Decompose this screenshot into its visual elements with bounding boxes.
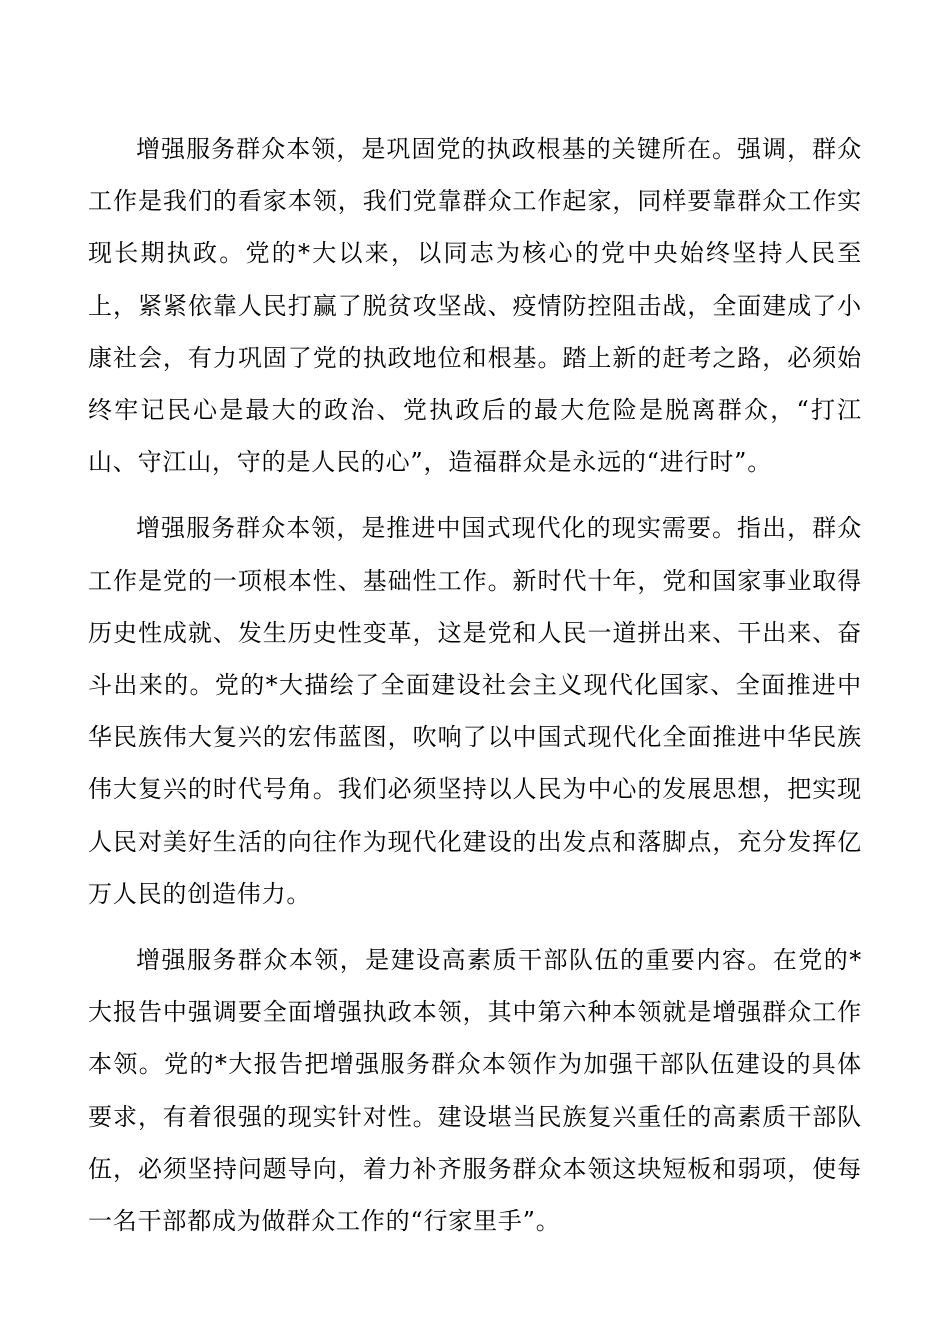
document-page (88, 123, 862, 1261)
paragraph-party-foundation: 增强服务群众本领，是巩固党的执政根基的关键所在。强调，群众工作是我们的看家本领，我们党靠群众工作起家，同样要靠群众工作实现长期执政。党的*大以来，以同志为核心的党中央始终坚持人民至上，紧紧依靠人民打赢了脱贫攻坚战、疫情防控阻击战，全面建成了小康社会，有力巩固了党的执政地位和根基。踏上新的赶考之路，必须始终牢记民心是最大的政治、党执政后的最大危险是脱离群众，“打江山、守江山，守的是人民的心”，造福群众是永远的“进行时”。 (88, 135, 862, 477)
paragraph-chinese-modernization: 增强服务群众本领，是推进中国式现代化的现实需要。指出，群众工作是党的一项根本性、基础性工作。新时代十年，党和国家事业取得历史性成就、发生历史性变革，这是党和人民一道拼出来、干出来、奋斗出来的。党的*大描绘了全面建设社会主义现代化国家、全面推进中华民族伟大复兴的宏伟蓝图，吹响了以中国式现代化全面推进中华民族伟大复兴的时代号角。我们必须坚持以人民为中心的发展思想，把实现人民对美好生活的向往作为现代化建设的出发点和落脚点，充分发挥亿万人民的创造伟力。 (88, 514, 862, 908)
paragraph-cadre-team: 增强服务群众本领，是建设高素质干部队伍的重要内容。在党的*大报告中强调要全面增强执政本领，其中第六种本领就是增强群众工作本领。党的*大报告把增强服务群众本领作为加强干部队伍建设的具体要求，有着很强的现实针对性。建设堪当民族复兴重任的高素质干部队伍，必须坚持问题导向，着力补齐服务群众本领这块短板和弱项，使每一名干部都成为做群众工作的“行家里手”。 (88, 946, 862, 1236)
